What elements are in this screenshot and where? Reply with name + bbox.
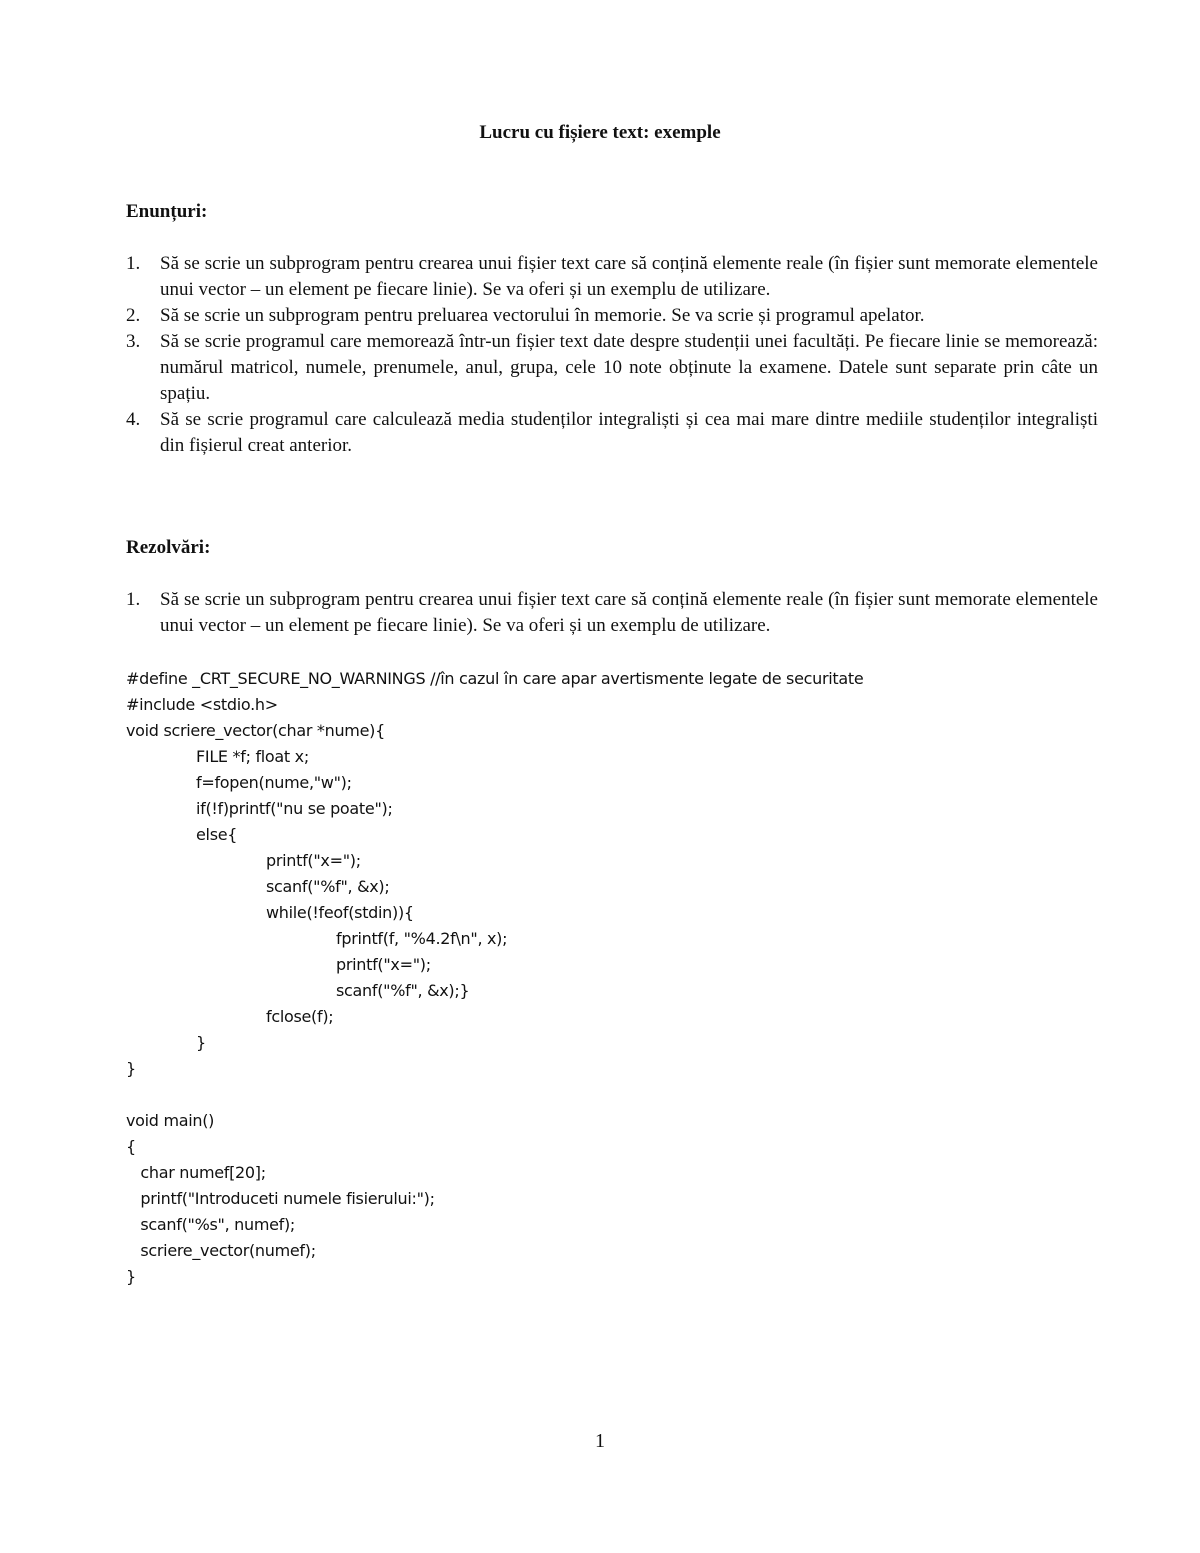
item-text: Să se scrie un subprogram pentru preluarea vectorului în memorie. Se va scrie și programul apelator. [160,305,925,326]
enunturi-list [126,251,1098,459]
item-number: 2. [126,305,141,326]
code-line: { [126,1137,136,1156]
code-line: scanf("%s", numef); [126,1215,296,1234]
list-item [126,251,1098,303]
code-line: while(!feof(stdin)){ [266,903,414,922]
code-line: scanf("%f", &x);} [336,981,470,1000]
list-item [126,303,1098,329]
code-line: printf("x="); [336,955,431,974]
list-item [126,407,1098,459]
list-item [126,587,1098,639]
code-line: printf("x="); [266,851,361,870]
code-line: if(!f)printf("nu se poate"); [196,799,393,818]
code-line: else{ [196,825,238,844]
list-item [126,329,1098,407]
code-line: #define _CRT_SECURE_NO_WARNINGS //în cazul în care apar avertismente legate de securitate [126,669,864,688]
item-text: Să se scrie programul care calculează media studenților integraliști și cea mai mare dintre mediile studenților integraliști din fișierul creat anterior. [160,409,1098,456]
code-block [126,666,863,1290]
item-number: 3. [126,331,141,352]
item-text: Să se scrie un subprogram pentru crearea unui fișier text care să conțină elemente reale (în fișier sunt memorate elementele unui vector – un element pe fiecare linie). Se va oferi și un exemplu de utilizare. [160,589,1098,636]
code-line: scanf("%f", &x); [266,877,390,896]
code-line: char numef[20]; [126,1163,266,1182]
item-text: Să se scrie un subprogram pentru crearea unui fișier text care să conțină elemente reale (în fișier sunt memorate elementele unui vector – un element pe fiecare linie). Se va oferi și un exemplu de utilizare. [160,253,1098,300]
rezolvari-list [126,587,1098,639]
code-line: } [196,1033,206,1052]
item-number: 1. [126,253,141,274]
rezolvari-heading: Rezolvări: [126,537,211,558]
code-line: fprintf(f, "%4.2f\n", x); [336,929,508,948]
document-title: Lucru cu fișiere text: exemple [479,122,721,143]
enunturi-heading: Enunțuri: [126,201,208,222]
code-line: void main() [126,1111,215,1130]
code-line: f=fopen(nume,"w"); [196,773,352,792]
code-line: void scriere_vector(char *nume){ [126,721,385,740]
code-line: printf("Introduceti numele fisierului:"); [126,1189,435,1208]
code-line [126,1082,863,1108]
code-line: scriere_vector(numef); [126,1241,316,1260]
code-line: #include <stdio.h> [126,695,278,714]
item-text: Să se scrie programul care memorează într-un fișier text date despre studenții unei facultăți. Pe fiecare linie se memorează: numărul matricol, numele, prenumele, anul, grupa, cele 10 note obținute la examene. Datele sunt separate prin câte un spațiu. [160,331,1098,404]
code-line: FILE *f; float x; [196,747,309,766]
code-line: } [126,1059,136,1078]
item-number: 4. [126,409,141,430]
item-number: 1. [126,589,141,610]
code-line: fclose(f); [266,1007,334,1026]
page-number: 1 [595,1430,605,1452]
code-line: } [126,1267,136,1286]
